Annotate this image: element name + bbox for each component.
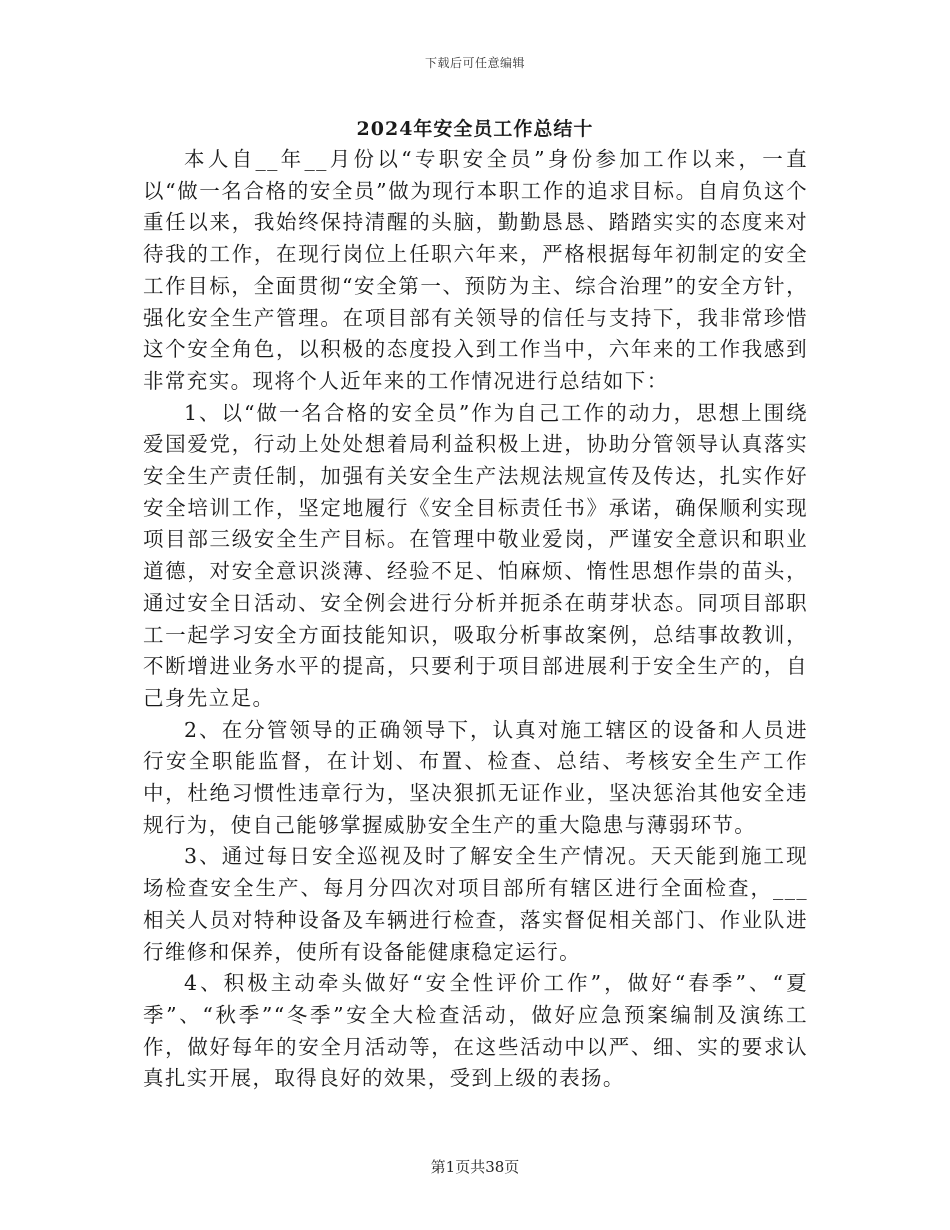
document-title: 2024年安全员工作总结十 [356, 118, 594, 140]
paragraph-item-2: 2、在分管领导的正确领导下，认真对施工辖区的设备和人员进行安全职能监督，在计划、布置、检查、总结、考核安全生产工作中，杜绝习惯性违章行为，坚决狠抓无证作业，坚决惩治其他安全违规行为，使自己能够掌握威胁安全生产的重大隐患与薄弱环节。 [143, 717, 808, 837]
paragraph-intro: 本人自__年__月份以“专职安全员”身份参加工作以来，一直以“做一名合格的安全员”做为现行本职工作的追求目标。自肩负这个重任以来，我始终保持清醒的头脑，勤勤恳恳、踏踏实实的态度来对待我的工作，在现行岗位上任职六年来，严格根据每年初制定的安全工作目标，全面贯彻“安全第一、预防为主、综合治理”的安全方针，强化安全生产管理。在项目部有关领导的信任与支持下，我非常珍惜这个安全角色，以积极的态度投入到工作当中，六年来的工作我感到非常充实。现将个人近年来的工作情况进行总结如下： [143, 147, 808, 393]
paragraph-item-1: 1、以“做一名合格的安全员”作为自己工作的动力，思想上围绕爱国爱党，行动上处处想着局利益积极上进，协助分管领导认真落实安全生产责任制，加强有关安全生产法规法规宣传及传达，扎实作好安全培训工作，坚定地履行《安全目标责任书》承诺，确保顺利实现项目部三级安全生产目标。在管理中敬业爱岗，严谨安全意识和职业道德，对安全意识淡薄、经验不足、怕麻烦、惰性思想作祟的苗头，通过安全日活动、安全例会进行分析并扼杀在萌芽状态。同项目部职工一起学习安全方面技能知识，吸取分析事故案例，总结事故教训，不断增进业务水平的提高，只要利于项目部进展利于安全生产的，自己身先立足。 [143, 400, 808, 710]
paragraph-item-3: 3、通过每日安全巡视及时了解安全生产情况。天天能到施工现场检查安全生产、每月分四次对项目部所有辖区进行全面检查，___相关人员对特种设备及车辆进行检查，落实督促相关部门、作业队进行维修和保养，使所有设备能健康稳定运行。 [143, 844, 808, 964]
page-header: 下载后可任意编辑 [424, 56, 525, 70]
page-footer: 第1页共38页 [430, 1158, 520, 1176]
document-body [143, 144, 808, 1095]
paragraph-item-4: 4、积极主动牵头做好“安全性评价工作”，做好“春季”、“夏季”、“秋季”“冬季”安全大检查活动，做好应急预案编制及演练工作，做好每年的安全月活动等，在这些活动中以严、细、实的要求认真扎实开展，取得良好的效果，受到上级的表扬。 [143, 971, 808, 1091]
